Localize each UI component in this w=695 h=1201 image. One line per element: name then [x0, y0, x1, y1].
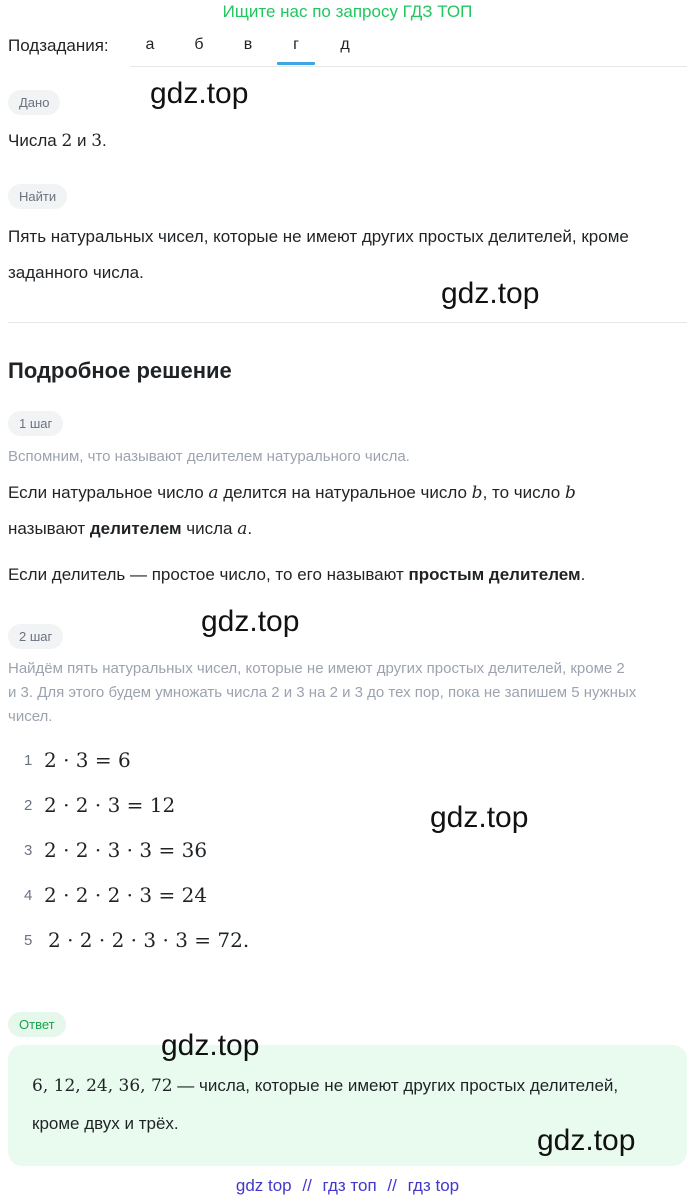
find-pill: Найти	[8, 184, 67, 209]
term-prime-divisor: простым делителем	[408, 565, 581, 584]
find-line-2: заданного числа.	[8, 263, 144, 282]
given-prefix: Числа	[8, 131, 62, 150]
watermark: gdz.top	[201, 605, 300, 638]
step1-text: делится на натуральное число	[218, 483, 472, 502]
calc-number: 3	[24, 842, 33, 859]
term-divisor: делителем	[89, 519, 182, 538]
watermark: gdz.top	[537, 1124, 636, 1157]
step1-text: Если делитель — простое число, то его называют	[8, 565, 409, 584]
calc-expression: 2 · 2 · 2 · 3 · 3 = 72.	[48, 928, 250, 952]
subtasks-label: Подзадания:	[8, 36, 109, 55]
answer-line-2: кроме двух и трёх.	[32, 1114, 179, 1133]
step2-line-2: и 3. Для этого будем умножать числа 2 и 3 на 2 и 3 до тех пор, пока не запишем 5 нужных	[8, 684, 637, 701]
tab-a[interactable]: а	[145, 36, 155, 53]
answer-text-1: — числа, которые не имеют других простых делителей,	[172, 1076, 619, 1095]
answer-pill: Ответ	[8, 1012, 66, 1037]
tab-b[interactable]: б	[194, 36, 204, 53]
step2-line-3: чисел.	[8, 708, 53, 725]
find-text	[8, 219, 688, 291]
step1-hint: Вспомним, что называют делителем натурального числа.	[8, 448, 410, 465]
tab-v[interactable]: в	[243, 36, 253, 53]
given-pill: Дано	[8, 90, 60, 115]
calc-number: 2	[24, 797, 33, 814]
step1-text: , то число	[482, 483, 565, 502]
footer-link-gdz-top-mixed[interactable]: гдз top	[407, 1176, 460, 1195]
step1-definition	[8, 475, 688, 547]
step2-pill: 2 шаг	[8, 624, 63, 649]
subtask-tabs	[130, 28, 687, 67]
calc-expression: 2 · 3 = 6	[44, 748, 131, 772]
answer-line-1	[32, 1067, 662, 1105]
given-end: .	[102, 131, 107, 150]
calc-number: 1	[24, 752, 33, 769]
active-tab-indicator	[277, 62, 315, 65]
answer-numbers: 6, 12, 24, 36, 72	[32, 1076, 173, 1096]
section-divider	[8, 322, 687, 323]
var-b: b	[564, 483, 576, 503]
footer-link-gdz-top[interactable]: gdz top	[235, 1176, 292, 1195]
watermark: gdz.top	[441, 277, 540, 310]
step1-text: .	[580, 565, 586, 584]
watermark: gdz.top	[150, 77, 249, 110]
footer-links	[0, 1176, 695, 1196]
given-number-1: 2	[61, 131, 73, 151]
var-b: b	[471, 483, 483, 503]
calc-expression: 2 · 2 · 3 · 3 = 36	[44, 838, 208, 862]
given-number-2: 3	[91, 131, 103, 151]
step1-line-1	[8, 475, 688, 511]
find-line-1: Пять натуральных чисел, которые не имеют других простых делителей, кроме	[8, 227, 629, 246]
var-a: a	[237, 519, 248, 539]
tab-d[interactable]: д	[340, 36, 350, 53]
watermark: gdz.top	[161, 1029, 260, 1062]
step1-line-2	[8, 511, 688, 547]
footer-link-gdz-top-ru[interactable]: гдз топ	[322, 1176, 377, 1195]
step1-text: .	[247, 519, 253, 538]
footer-separator: //	[387, 1176, 397, 1195]
step2-hint	[8, 657, 693, 729]
step1-text: числа	[181, 519, 238, 538]
solution-title: Подробное решение	[8, 358, 232, 383]
given-and: и	[72, 131, 92, 150]
step1-pill: 1 шаг	[8, 411, 63, 436]
calc-number: 5	[24, 932, 33, 949]
var-a: a	[208, 483, 219, 503]
search-banner: Ищите нас по запросу ГДЗ ТОП	[222, 2, 473, 21]
step1-text: Если натуральное число	[8, 483, 209, 502]
tab-g[interactable]: г	[293, 36, 299, 53]
step2-line-1: Найдём пять натуральных чисел, которые не имеют других простых делителей, кроме 2	[8, 660, 625, 677]
step1-line-3	[8, 557, 688, 593]
step1-text: называют	[8, 519, 90, 538]
footer-separator: //	[302, 1176, 312, 1195]
watermark: gdz.top	[430, 801, 529, 834]
given-text	[8, 123, 107, 159]
calc-expression: 2 · 2 · 2 · 3 = 24	[44, 883, 208, 907]
calc-expression: 2 · 2 · 3 = 12	[44, 793, 176, 817]
calc-number: 4	[24, 887, 33, 904]
